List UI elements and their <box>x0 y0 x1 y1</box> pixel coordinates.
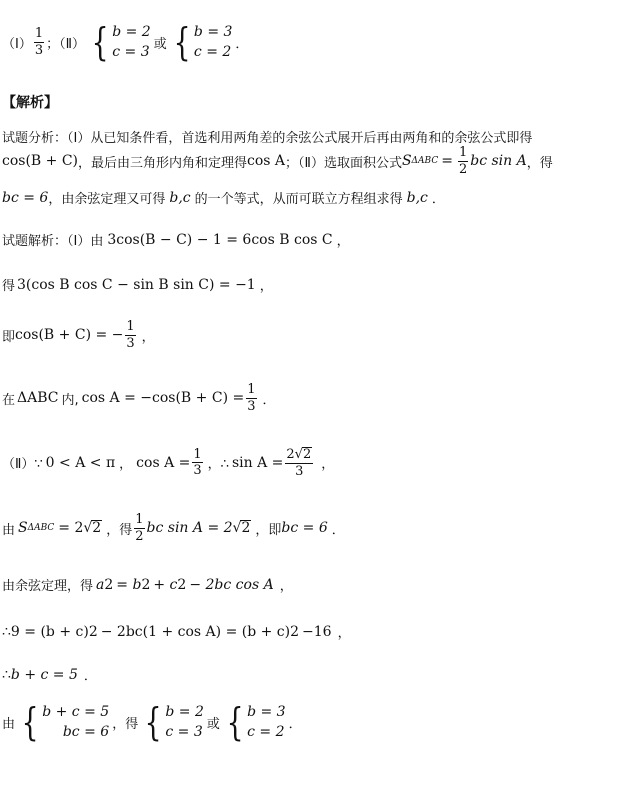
system-sum-product: { b + c = 5 bc = 6 <box>21 700 110 745</box>
answer-or: 或 <box>153 36 167 52</box>
analysis-heading: 【解析】 <box>2 95 58 111</box>
analysis-line-2: cos(B + C) ，最后由三角形内角和定理得 cos A ；（Ⅱ）选取面积公式 S ΔABC = $\frac{1}{2}$ bc sin A ，得 <box>2 145 553 177</box>
system-solution-b: { b = 3 c = 2 <box>226 700 286 745</box>
answer-fraction: $\frac{1}{3}$ <box>34 26 44 58</box>
solution-step-5: （Ⅱ）∵ 0 < A < π ， cos A = $\frac{1}{3}$ ，∴ sin A = $\frac{2√2}{3}$ ， <box>2 446 335 480</box>
answer-line: （Ⅰ） $\frac{1}{3}$ ；（Ⅱ） { b = 2 c = 3 或 { b = 3 c = 2 ． <box>2 20 249 65</box>
solution-step-10: 由 { b + c = 5 bc = 6 ，得 { b = 2 c = 3 或 { b = 3 c = 2 ． <box>2 700 302 745</box>
answer-system-a: { b = 2 c = 3 <box>91 20 151 65</box>
answer-system-b: { b = 3 c = 2 <box>173 20 233 65</box>
solution-step-9: ∴ b + c = 5 ． <box>2 666 97 684</box>
solution-step-8: ∴ 9 = (b + c) 2 − 2bc(1 + cos A) = (b + c) 2 −16 ， <box>2 623 351 641</box>
solution-step-7: 由余弦定理，得 a 2 = b 2 + c 2 − 2bc cos A ， <box>2 576 293 594</box>
answer-label-i: （Ⅰ） <box>2 36 32 52</box>
solution-step-4: 在 ΔABC 内, cos A = −cos(B + C) = $\frac{1}{3}$ ． <box>2 382 276 414</box>
system-solution-a: { b = 2 c = 3 <box>144 700 204 745</box>
answer-separator: ；（Ⅱ） <box>46 36 86 52</box>
solution-step-1: 试题解析：（Ⅰ）由 3cos(B − C) − 1 = 6cos B cos C ， <box>2 231 350 249</box>
analysis-line-1: 试题分析：（Ⅰ）从已知条件看，首选利用两角差的余弦公式展开后再由两角和的余弦公式即得 <box>2 131 533 146</box>
analysis-line-3: bc = 6 ，由余弦定理又可得 b,c 的一个等式，从而可联立方程组求得 b,c ． <box>2 189 445 207</box>
solution-step-6: 由 S ΔABC = 2 √ 2 ，得 $\frac{1}{2}$ bc sin A = 2 √ 2 ，即 bc = 6 ． <box>2 512 345 544</box>
solution-step-3: 即 cos(B + C) = − $\frac{1}{3}$ ， <box>2 319 155 351</box>
solution-step-2: 得 3(cos B cos C − sin B sin C) = −1 ， <box>2 276 273 294</box>
